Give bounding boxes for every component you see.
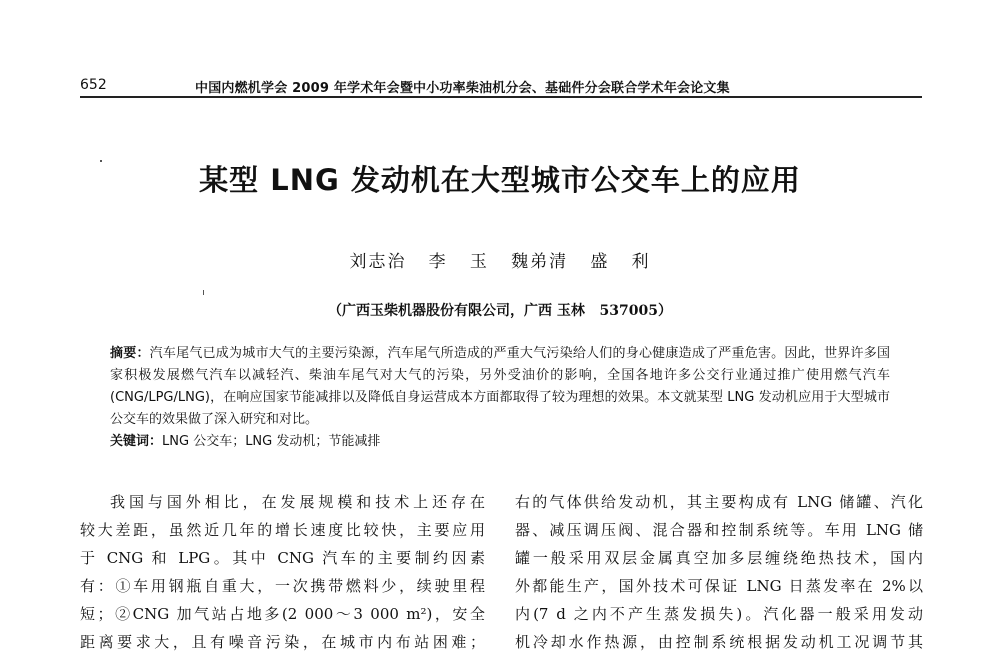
keywords-text: LNG 公交车；LNG 发动机；节能减排 [162, 434, 381, 449]
body-line: 有：①车用钢瓶自重大，一次携带燃料少，续驶里程 [80, 577, 485, 595]
body-column-right [515, 488, 923, 656]
paper-title: 某型 LNG 发动机在大型城市公交车上的应用 [199, 163, 801, 197]
abstract-paragraph [110, 343, 890, 431]
body-line: 罐一般采用双层金属真空加多层缠绕绝热技术，国内 [515, 549, 923, 567]
body-line: 较大差距，虽然近几年的增长速度比较快，主要应用 [80, 521, 485, 539]
body-column-left [80, 488, 485, 656]
scan-speck [203, 290, 204, 295]
author-list: 刘志治 李 玉 魏弟清 盛 利 [349, 252, 651, 272]
running-header: 中国内燃机学会 2009 年学术年会暨中小功率柴油机分会、基础件分会联合学术年会论文集 [195, 81, 730, 96]
keywords-label: 关键词： [110, 434, 163, 449]
body-line: 于 CNG 和 LPG。其中 CNG 汽车的主要制约因素 [80, 549, 485, 567]
body-line: 外都能生产，国外技术可保证 LNG 日蒸发率在 2%以 [515, 577, 923, 595]
page-number: 652 [80, 77, 107, 93]
body-line: 器、减压调压阀、混合器和控制系统等。车用 LNG 储 [515, 521, 923, 539]
body-line: 内(7 d 之内不产生蒸发损失)。汽化器一般采用发动 [515, 605, 923, 623]
body-line: 我国与国外相比，在发展规模和技术上还存在 [110, 493, 485, 511]
abstract-text: 汽车尾气已成为城市大气的主要污染源，汽车尾气所造成的严重大气污染给人们的身心健康造成了严重危害。因此，世界许多国家积极发展燃气汽车以减轻汽、柴油车尾气对大气的污染，另外受油价的影响，全国各地许多公交行业通过推广使用燃气汽车(CNG/LPG/LNG)，在响应国家节能减排以及降低自身运营成本方面都取得了较为理想的效果。本文就某型 LNG 发动机应用于大型城市公交车的效果做了深入研究和对比。 [110, 346, 890, 427]
body-line: 距离要求大，且有噪音污染，在城市内布站困难； [80, 633, 485, 651]
abstract-block [110, 343, 890, 453]
keywords-paragraph [110, 431, 890, 453]
affiliation: （广西玉柴机器股份有限公司，广西 玉林 537005） [328, 303, 672, 319]
abstract-label: 摘要： [110, 346, 150, 361]
body-line: 右的气体供给发动机，其主要构成有 LNG 储罐、汽化 [515, 493, 923, 511]
body-line: 机冷却水作热源，由控制系统根据发动机工况调节其 [515, 633, 923, 651]
body-line: 短；②CNG 加气站占地多(2 000～3 000 m²)，安全 [80, 605, 485, 623]
header-rule [80, 96, 922, 98]
